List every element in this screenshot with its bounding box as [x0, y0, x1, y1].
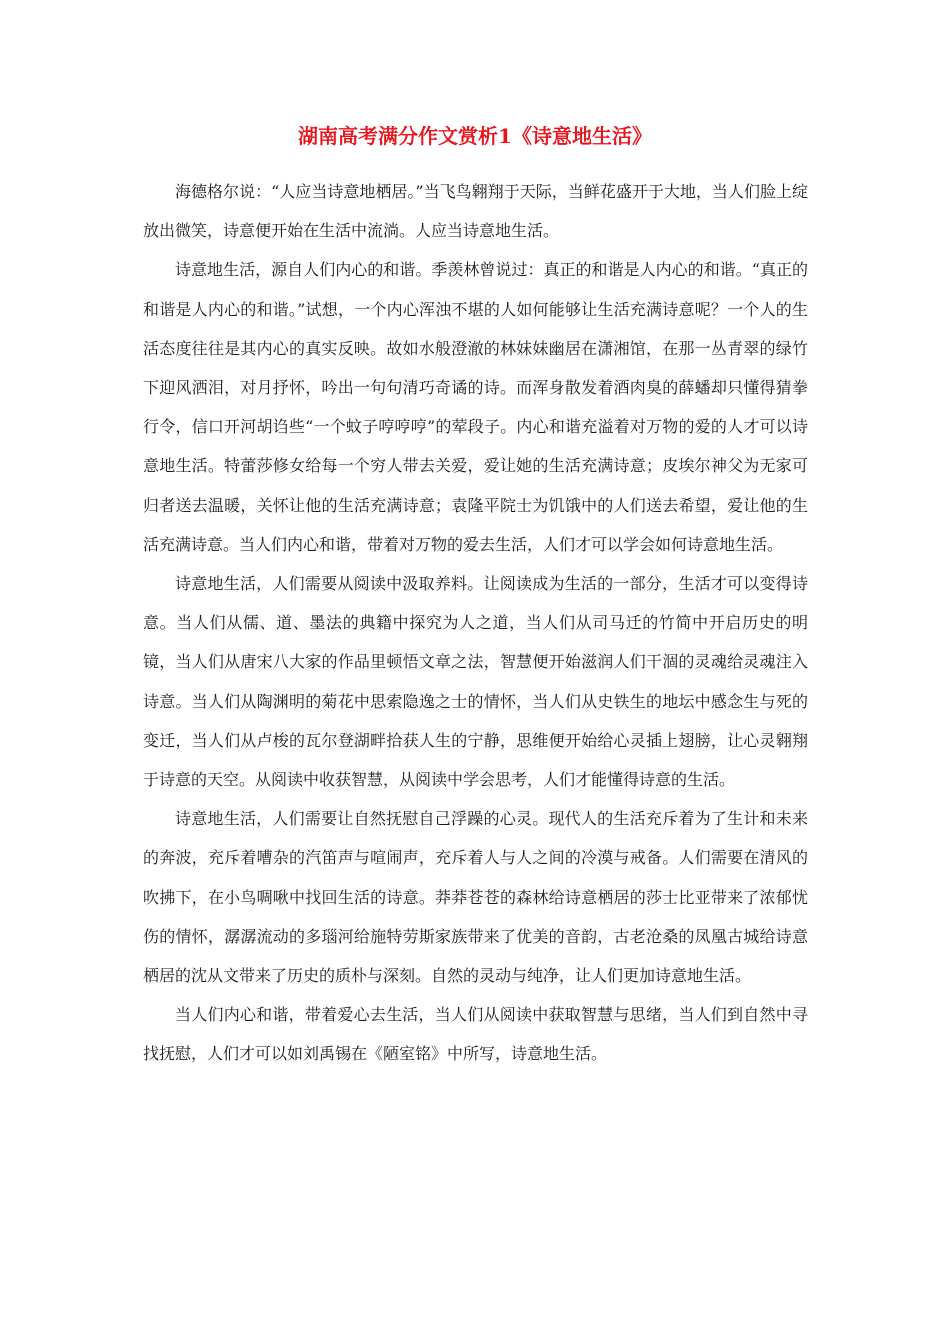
- paragraph-1: 海德格尔说：“人应当诗意地栖居。”当飞鸟翱翔于天际，当鲜花盛开于大地，当人们脸上绽放出微笑，诗意便开始在生活中流淌。人应当诗意地生活。: [143, 182, 808, 241]
- paragraph-3: 诗意地生活，人们需要从阅读中汲取养料。让阅读成为生活的一部分，生活才可以变得诗意。当人们从儒、道、墨法的典籍中探究为人之道，当人们从司马迁的竹简中开启历史的明镜，当人们从唐宋八大家的作品里顿悟文章之法，智慧便开始滋润人们干涸的灵魂给灵魂注入诗意。当人们从陶渊明的菊花中思索隐逸之士的情怀，当人们从史铁生的地坛中感念生与死的变迁，当人们从卢梭的瓦尔登湖畔拾获人生的宁静，思维便开始给心灵插上翅膀，让心灵翱翔于诗意的天空。从阅读中收获智慧，从阅读中学会思考，人们才能懂得诗意的生活。: [143, 574, 808, 790]
- document-title: 湖南高考满分作文赏析1《诗意地生活》: [298, 124, 652, 148]
- paragraph-4: 诗意地生活，人们需要让自然抚慰自己浮躁的心灵。现代人的生活充斥着为了生计和未来的奔波，充斥着嘈杂的汽笛声与喧闹声，充斥着人与人之间的冷漠与戒备。人们需要在清风的吹拂下，在小鸟啁啾中找回生活的诗意。莽莽苍苍的森林给诗意栖居的莎士比亚带来了浓郁忧伤的情怀，潺潺流动的多瑙河给施特劳斯家族带来了优美的音韵，古老沧桑的凤凰古城给诗意栖居的沈从文带来了历史的质朴与深刻。自然的灵动与纯净，让人们更加诗意地生活。: [143, 809, 808, 986]
- document-body: [143, 172, 808, 1074]
- paragraph-5: 当人们内心和谐，带着爱心去生活，当人们从阅读中获取智慧与思绪，当人们到自然中寻找抚慰，人们才可以如刘禹锡在《陋室铭》中所写，诗意地生活。: [143, 1005, 808, 1064]
- paragraph-2: 诗意地生活，源自人们内心的和谐。季羡林曾说过：真正的和谐是人内心的和谐。“真正的和谐是人内心的和谐。”试想，一个内心浑浊不堪的人如何能够让生活充满诗意呢？一个人的生活态度往往是其内心的真实反映。故如水般澄澈的林妹妹幽居在潇湘馆，在那一丛青翠的绿竹下迎风洒泪，对月抒怀，吟出一句句清巧奇谲的诗。而浑身散发着酒肉臭的薛蟠却只懂得猜拳行令，信口开河胡诌些“一个蚊子哼哼哼”的荤段子。内心和谐充溢着对万物的爱的人才可以诗意地生活。特蕾莎修女给每一个穷人带去关爱，爱让她的生活充满诗意；皮埃尔神父为无家可归者送去温暖，关怀让他的生活充满诗意；袁隆平院士为饥饿中的人们送去希望，爱让他的生活充满诗意。当人们内心和谐，带着对万物的爱去生活，人们才可以学会如何诗意地生活。: [143, 260, 808, 554]
